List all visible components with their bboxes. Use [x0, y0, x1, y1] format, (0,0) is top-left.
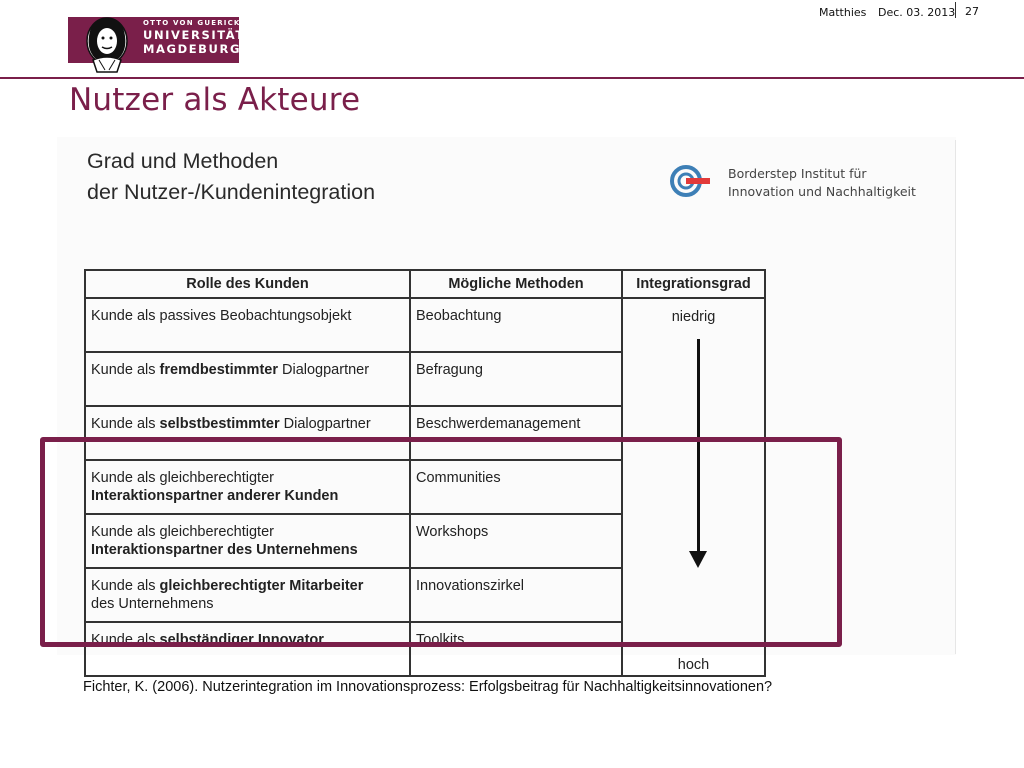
- column-header-role: Rolle des Kunden: [85, 270, 410, 298]
- header-author: Matthies: [819, 6, 867, 19]
- role-text: Kunde als gleichberechtigter: [91, 470, 274, 486]
- role-emphasis: fremdbestimmter: [159, 362, 278, 378]
- institute-line1: Borderstep Institut für: [728, 166, 867, 181]
- role-text: Kunde als: [91, 362, 160, 378]
- role-emphasis: selbstbestimmter: [159, 416, 280, 432]
- role-cell: [85, 352, 410, 406]
- method-cell: Befragung: [410, 352, 622, 406]
- borderstep-logo-icon: [668, 163, 712, 199]
- university-line2: UNIVERSITÄT: [143, 28, 245, 42]
- guericke-portrait-icon: [75, 14, 139, 76]
- table-row: [85, 298, 765, 352]
- header-separator: [955, 2, 956, 18]
- role-text: Kunde als passives Beobachtungsobjekt: [91, 308, 352, 324]
- column-header-integration: Integrationsgrad: [622, 270, 765, 298]
- university-name: [143, 19, 247, 55]
- role-emphasis: gleichberechtigter Mitarbeiter: [159, 578, 364, 594]
- role-text-suffix: des Unternehmens: [91, 596, 214, 612]
- institute-name: [728, 165, 916, 201]
- institute-line2: Innovation und Nachhaltigkeit: [728, 184, 916, 199]
- method-cell: Beobachtung: [410, 298, 622, 352]
- role-text: Kunde als: [91, 632, 160, 648]
- scale-high-label: hoch: [677, 657, 710, 673]
- header-date: Dec. 03. 2013: [878, 6, 956, 19]
- method-cell: Toolkits: [410, 622, 622, 676]
- header-divider: [0, 77, 1024, 79]
- figure-edge: [955, 140, 956, 654]
- method-cell: Workshops: [410, 514, 622, 568]
- figure-heading-line1: Grad und Methoden: [87, 149, 279, 173]
- role-emphasis: Interaktionspartner anderer Kunden: [91, 488, 339, 504]
- role-text-suffix: Dialogpartner: [279, 416, 371, 432]
- method-cell: Communities: [410, 460, 622, 514]
- method-cell: Beschwerdemanagement: [410, 406, 622, 460]
- figure-heading: [87, 146, 375, 208]
- university-line1: OTTO VON GUERICKE: [143, 19, 247, 27]
- highlight-frame: [40, 437, 842, 647]
- role-text: Kunde als: [91, 416, 160, 432]
- role-emphasis: Interaktionspartner des Unternehmens: [91, 542, 358, 558]
- role-text: Kunde als: [91, 578, 160, 594]
- table-header-row: [85, 270, 765, 298]
- scale-low-label: niedrig: [671, 309, 716, 325]
- figure-heading-line2: der Nutzer-/Kundenintegration: [87, 180, 376, 204]
- university-line3: MAGDEBURG: [143, 41, 241, 56]
- role-text-suffix: Dialogpartner: [277, 362, 370, 378]
- role-emphasis: selbständiger Innovator: [159, 632, 324, 648]
- column-header-methods: Mögliche Methoden: [410, 270, 622, 298]
- method-cell: Innovationszirkel: [410, 568, 622, 622]
- slide-title: Nutzer als Akteure: [69, 82, 361, 118]
- role-cell: [85, 298, 410, 352]
- role-text: Kunde als gleichberechtigter: [91, 524, 274, 540]
- page-number: 27: [965, 5, 979, 18]
- citation: Fichter, K. (2006). Nutzerintegration im Innovationsprozess: Erfolgsbeitrag für Nachhaltigkeitsinnovationen?: [83, 679, 773, 695]
